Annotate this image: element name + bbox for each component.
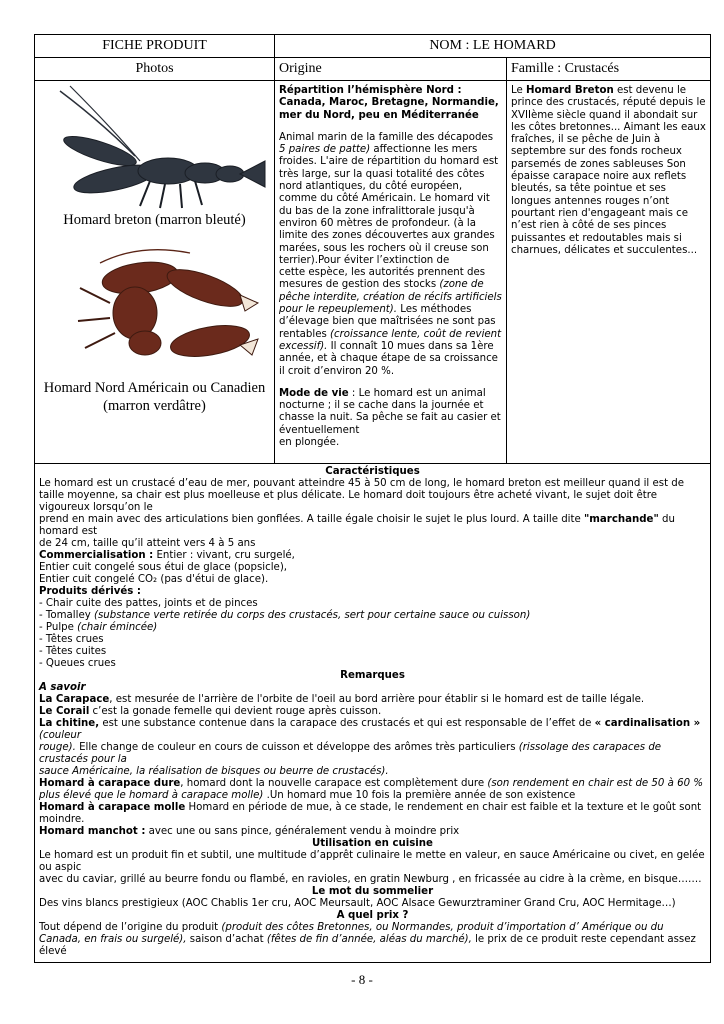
american-lobster-shape <box>78 250 258 362</box>
carac-line-3: de 24 cm, taille qu’il atteint vers 4 à 5 ans <box>39 538 256 549</box>
commercialisation-line-3: Entier cuit congelé CO₂ (pas d'étui de glace). <box>39 574 269 585</box>
remarques-title: Remarques <box>340 670 405 681</box>
derive-item: - Têtes cuites <box>39 646 107 657</box>
american-lobster-image <box>40 233 270 373</box>
column-origine-title: Origine <box>275 58 507 81</box>
remark-chitine-2: rouge). Elle change de couleur en cours de cuisson et développe des arômes très particuliers (rissolage des carapaces de crustacés pour la <box>39 742 662 765</box>
utilisation-line-2: avec du caviar, grillé au beurre fondu ou flambé, en ravioles, en gratin Newburg , en fricassée au cidre à la crème, en bisque……. <box>39 874 702 885</box>
breton-lobster-shape <box>60 86 265 208</box>
utilisation-line-1: Le homard est un produit fin et subtil, une multitude d’apprêt culinaire le mette en valeur, en sauce Américaine ou civet, en gelée ou aspic <box>39 850 705 873</box>
breton-lobster-image <box>40 81 270 211</box>
origine-cell <box>275 81 507 464</box>
caption-homard-americain: Homard Nord Américain ou Canadien <box>43 380 266 396</box>
product-sheet-table <box>34 34 711 963</box>
commercialisation-line-2: Entier cuit congelé sous étui de glace (popsicle), <box>39 562 288 573</box>
derive-item: - Queues crues <box>39 658 116 669</box>
caption-homard-breton: Homard breton (marron bleuté) <box>63 212 246 228</box>
photos-cell <box>35 81 275 464</box>
derive-item: - Têtes crues <box>39 634 104 645</box>
derive-item: - Chair cuite des pattes, joints et de pinces <box>39 598 258 609</box>
caracteristiques-section <box>35 464 711 963</box>
origine-paragraph-2: cette espèce, les autorités prennent des mesures de gestion des stocks (zone de pêche interdite, création de récifs artificiels pour le repeuplement). Les méthodes d’élevage bien que maîtrisées ne sont pas rentables (croissance lente, coût de revient excessif). Il connaît 10 mues dans sa 1ère année, et à chaque étape de sa croissance il croit d’environ 20 %. <box>279 267 502 377</box>
mode-de-vie: Mode de vie : Le homard est un animal nocturne ; il se cache dans la journée et chasse la nuit. Sa pêche se fait au casier et éventuellement en plongée. <box>279 387 501 449</box>
prix-text: Tout dépend de l’origine du produit (produit des côtes Bretonnes, ou Normandes, produit d’importation d’ Amérique ou du Canada, en frais ou surgelé), saison d’achat (fêtes de fin d’année, aléas du marché), le prix de ce produit reste cependant assez élevé <box>39 922 696 957</box>
prix-title: A quel prix ? <box>336 910 409 921</box>
remark-corail: Le Corail c’est la gonade femelle qui devient rouge après cuisson. <box>39 706 382 717</box>
header-fiche-produit: FICHE PRODUIT <box>35 35 275 58</box>
repartition-title: Répartition l’hémisphère Nord : Canada, Maroc, Bretagne, Normandie, mer du Nord, peu en Méditerranée <box>279 85 499 121</box>
remark-carapace-dure: Homard à carapace dure, homard dont la nouvelle carapace est complètement dure (son rendement en chair est de 50 à 60 % plus élevé que le homard à carapace molle) .Un homard mue 10 fois la première année de son existence <box>39 778 703 801</box>
carac-line-2: prend en main avec des articulations bien gonflées. A taille égale choisir le sujet le plus lourd. A taille dite "marchande" du homard est <box>39 514 675 537</box>
remark-manchot: Homard manchot : avec une ou sans pince, généralement vendu à moindre prix <box>39 826 460 837</box>
column-photos-title: Photos <box>35 58 275 81</box>
column-famille-title: Famille : Crustacés <box>507 58 711 81</box>
derive-item: - Pulpe (chair émincée) <box>39 622 158 633</box>
page-number: - 8 - <box>351 972 373 987</box>
derive-item: - Tomalley (substance verte retirée du corps des crustacés, sert pour certaine sauce ou cuisson) <box>39 610 531 621</box>
sommelier-title: Le mot du sommelier <box>311 886 434 897</box>
famille-cell <box>507 81 711 464</box>
a-savoir-label: A savoir <box>39 682 86 693</box>
header-nom: NOM : LE HOMARD <box>275 35 711 58</box>
famille-text: Le Homard Breton est devenu le prince des crustacés, réputé depuis le XVIIème siècle quand il abondait sur les côtes bretonnes... Aimant les eaux fraîches, il se pêche de Juin à septembre sur des fonds rocheux parsemés de zones sableuses Son épaisse carapace noire aux reflets bleutés, sa tête pointue et ses longues antennes rouges n’ont pourtant rien d'engageant mais ce n’est rien à côté de ses pinces puissantes et redoutables mais si charnues, délicates et succulentes... <box>511 85 706 256</box>
caption-couleur-verdatre: (marron verdâtre) <box>103 398 206 414</box>
produits-derives-label: Produits dérivés : <box>39 586 141 597</box>
sommelier-text: Des vins blancs prestigieux (AOC Chablis 1er cru, AOC Meursault, AOC Alsace Gewurztraminer Grand Cru, AOC Hermitage…) <box>39 898 676 909</box>
utilisation-title: Utilisation en cuisine <box>312 838 433 849</box>
carac-line-1: Le homard est un crustacé d’eau de mer, pouvant atteindre 45 à 50 cm de long, le homard breton est meilleur quand il est de taille moyenne, sa chair est plus moelleuse et plus délicate. Le homard doit toujours être acheté vivant, le sujet doit être vigoureux lorsqu’on le <box>39 478 685 513</box>
remark-chitine: La chitine, est une substance contenue dans la carapace des crustacés et qui est responsable de l’effet de « cardinalisation » (couleur <box>39 718 701 741</box>
commercialisation: Commercialisation : Entier : vivant, cru surgelé, <box>39 550 295 561</box>
remark-carapace-molle: Homard à carapace molle Homard en période de mue, à ce stade, le rendement en chair est faible et la texture et le goût sont moindre. <box>39 802 702 825</box>
caracteristiques-title: Caractéristiques <box>325 466 420 477</box>
remark-chitine-3: sauce Américaine, la réalisation de bisques ou beurre de crustacés). <box>39 766 389 777</box>
remark-carapace: La Carapace, est mesurée de l'arrière de l'orbite de l'oeil au bord arrière pour établir si le homard est de taille légale. <box>39 694 645 705</box>
origine-paragraph-1: Animal marin de la famille des décapodes 5 paires de patte) affectionne les mers froides. L'aire de répartition du homard est très large, sur la quasi totalité des côtes nord atlantiques, du côté européen, comme du côté Américain. Le homard vit du bas de la zone infralittorale jusqu'à environ 60 mètres de profondeur. (à la limite des zones découvertes aux grandes marées, sous les rochers où il creuse son terrier).Pour éviter l’extinction de <box>279 131 499 266</box>
